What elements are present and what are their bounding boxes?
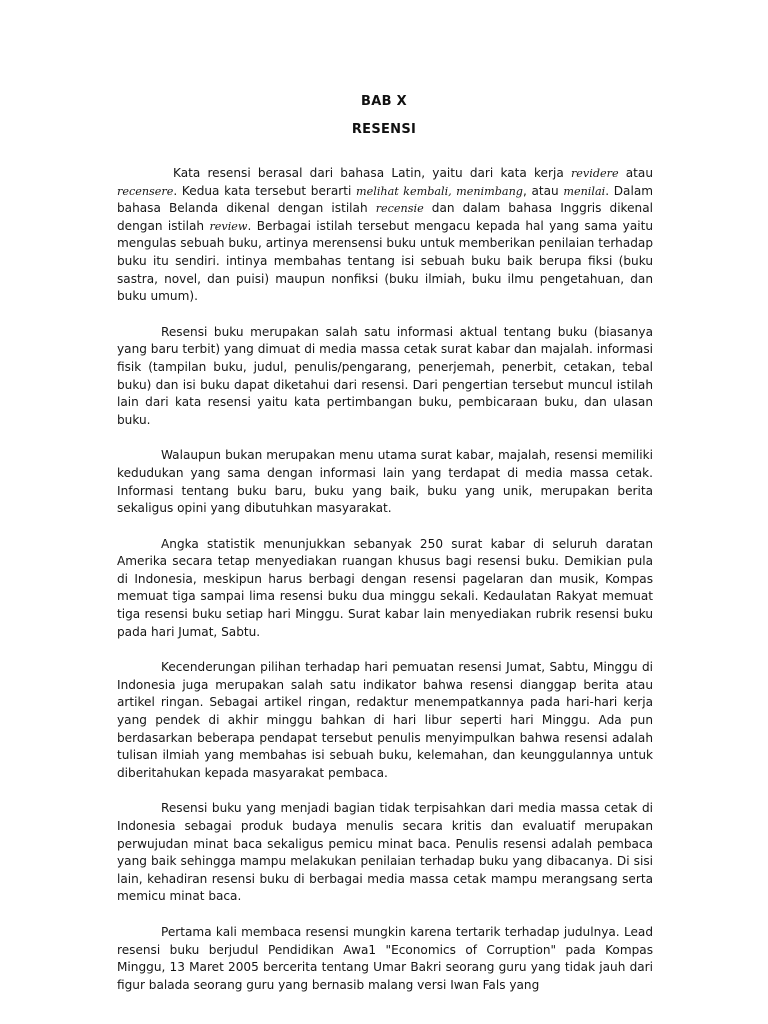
paragraph-1: [117, 165, 653, 306]
paragraph-2: Resensi buku merupakan salah satu informasi aktual tentang buku (biasanya yang baru terbit) yang dimuat di media massa cetak surat kabar dan majalah. informasi fisik (tampilan buku, judul, penulis/pengarang, penerjemah, penerbit, cetakan, tebal buku) dan isi buku dapat diketahui dari resensi. Dari pengertian tersebut muncul istilah lain dari kata resensi yaitu kata pertimbangan buku, pembicaraan buku, dan ulasan buku.: [117, 324, 653, 427]
chapter-number: BAB X: [361, 94, 407, 109]
paragraph-1-text: . Dalam bahasa Belanda dikenal dengan istilah: [117, 183, 654, 216]
paragraph-1-text: Kata resensi berasal dari bahasa Latin, yaitu dari kata kerja: [173, 166, 571, 180]
term-review: review: [209, 219, 248, 233]
paragraph-1-text: atau: [618, 166, 654, 180]
term-recensie: recensie: [375, 202, 424, 216]
paragraph-6: Resensi buku yang menjadi bagian tidak terpisahkan dari media massa cetak di Indonesia sebagai produk budaya menulis secara kritis dan evaluatif merupakan perwujudan minat baca sekaligus pemicu minat baca. Penulis resensi adalah pembaca yang baik sehingga mampu melakukan penilaian terhadap buku yang dibacanya. Di sisi lain, kehadiran resensi buku di berbagai media massa cetak mampu merangsang serta memicu minat baca.: [117, 801, 653, 904]
paragraph-4: Angka statistik menunjukkan sebanyak 250 surat kabar di seluruh daratan Amerika secara tetap menyediakan ruangan khusus bagi resensi buku. Demikian pula di Indonesia, meskipun harus berbagi dengan resensi pagelaran dan musik, Kompas memuat tiga sampai lima resensi buku dua minggu sekali. Kedaulatan Rakyat memuat tiga resensi buku setiap hari Minggu. Surat kabar lain menyediakan rubrik resensi buku pada hari Jumat, Sabtu.: [117, 536, 653, 639]
term-recensere: recensere: [117, 184, 174, 198]
term-menilai: menilai: [563, 184, 606, 198]
document-body: [117, 165, 653, 1012]
paragraph-1-text: , atau: [522, 183, 564, 198]
paragraph-7: Pertama kali membaca resensi mungkin karena tertarik terhadap judulnya. Lead resensi buku berjudul Pendidikan Awa1 "Economics of Corruption" pada Kompas Minggu, 13 Maret 2005 bercerita tentang Umar Bakri seorang guru yang tidak jauh dari figur balada seorang guru yang bernasib malang versi Iwan Fals yang: [117, 924, 653, 992]
paragraph-1-text: dan dalam bahasa Inggris dikenal dengan istilah: [117, 201, 653, 233]
paragraph-1-text: . Berbagai istilah tersebut mengacu kepada hal yang sama yaitu mengulas sebuah buku, artinya merensensi buku untuk memberikan penilaian terhadap buku itu sendiri. intinya membahas tentang isi sebuah buku baik berupa fiksi (buku sastra, novel, dan puisi) maupun nonfiksi (buku ilmiah, buku ilmu pengetahuan, dan buku umum).: [117, 218, 653, 304]
chapter-title: RESENSI: [351, 122, 417, 137]
paragraph-3: Walaupun bukan merupakan menu utama surat kabar, majalah, resensi memiliki kedudukan yang sama dengan informasi lain yang terdapat di media massa cetak. Informasi tentang buku baru, buku yang baik, buku yang unik, merupakan berita sekaligus opini yang dibutuhkan masyarakat.: [117, 448, 653, 516]
paragraph-5: Kecenderungan pilihan terhadap hari pemuatan resensi Jumat, Sabtu, Minggu di Indonesia juga merupakan salah satu indikator bahwa resensi dianggap berita atau artikel ringan. Sebagai artikel ringan, redaktur menempatkannya pada hari-hari kerja yang pendek di akhir minggu bahkan di hari libur seperti hari Minggu. Ada pun berdasarkan beberapa pendapat tersebut penulis menyimpulkan bahwa resensi adalah tulisan ilmiah yang membahas isi sebuah buku, kelemahan, dan keunggulannya untuk diberitahukan kepada masyarakat pembaca.: [117, 660, 653, 780]
paragraph-1-text: . Kedua kata tersebut berarti: [173, 183, 357, 198]
term-revidere: revidere: [570, 167, 619, 180]
term-melihat-kembali: melihat kembali, menimbang: [356, 184, 523, 198]
